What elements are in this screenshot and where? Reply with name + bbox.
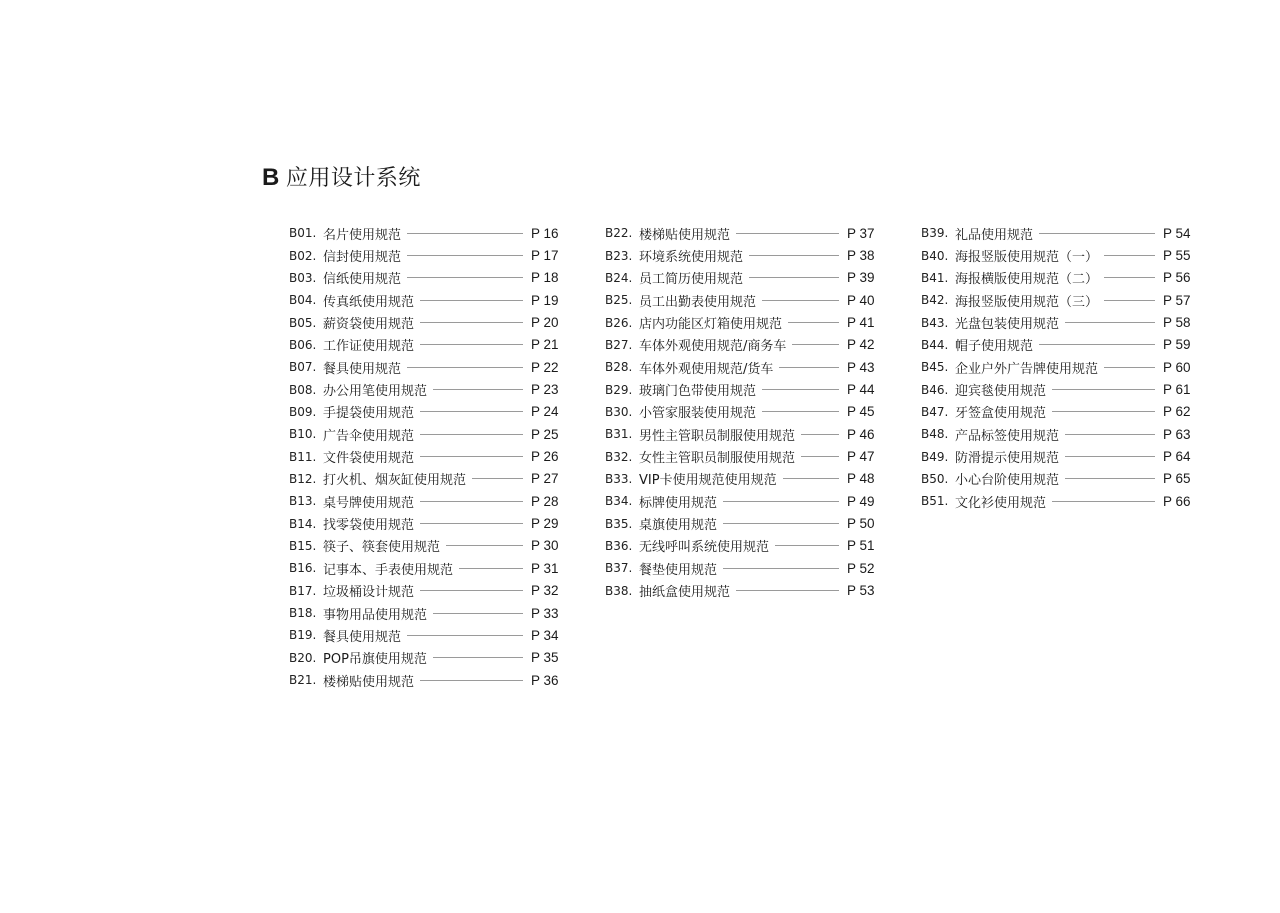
toc-entry-label: 筷子、筷套使用规范 xyxy=(323,540,441,556)
toc-entry[interactable] xyxy=(289,512,561,534)
toc-leader-line xyxy=(801,434,839,435)
toc-entry[interactable] xyxy=(289,267,561,289)
toc-leader-line xyxy=(779,367,839,368)
toc-entry-page: P 55 xyxy=(1163,248,1191,264)
toc-column-2 xyxy=(605,222,877,602)
toc-entry-label: 小心台阶使用规范 xyxy=(955,473,1060,489)
toc-entry-label: 找零袋使用规范 xyxy=(323,518,415,534)
toc-entry-page: P 16 xyxy=(531,225,559,241)
toc-entry-page: P 47 xyxy=(847,449,875,465)
toc-leader-line xyxy=(749,277,839,278)
toc-entry-code: B10. xyxy=(289,427,317,442)
toc-entry-label: 广告伞使用规范 xyxy=(323,428,415,444)
toc-entry-page: P 35 xyxy=(531,650,559,666)
toc-leader-line xyxy=(420,344,523,345)
toc-entry-page: P 53 xyxy=(847,583,875,599)
toc-leader-line xyxy=(1104,255,1155,256)
toc-leader-line xyxy=(472,478,523,479)
toc-entry-label: 店内功能区灯箱使用规范 xyxy=(639,317,783,333)
toc-entry-label: 信纸使用规范 xyxy=(323,272,402,288)
toc-entry-code: B05. xyxy=(289,315,317,330)
toc-entry[interactable] xyxy=(605,311,877,333)
toc-leader-line xyxy=(792,344,839,345)
toc-entry-page: P 66 xyxy=(1163,493,1191,509)
section-title-text: 应用设计系统 xyxy=(285,166,421,191)
toc-entry-label: 员工出勤表使用规范 xyxy=(639,294,757,310)
toc-entry-code: B25. xyxy=(605,293,633,308)
toc-entry-label: 无线呼叫系统使用规范 xyxy=(639,540,770,556)
toc-entry-code: B32. xyxy=(605,449,633,464)
toc-entry-page: P 46 xyxy=(847,426,875,442)
toc-entry[interactable] xyxy=(605,267,877,289)
toc-entry[interactable] xyxy=(921,267,1193,289)
toc-leader-line xyxy=(762,411,839,412)
toc-entry-code: B51. xyxy=(921,494,949,509)
toc-entry[interactable] xyxy=(289,311,561,333)
toc-entry-code: B01. xyxy=(289,226,317,241)
toc-entry[interactable] xyxy=(605,334,877,356)
toc-entry[interactable] xyxy=(921,244,1193,266)
toc-leader-line xyxy=(762,300,839,301)
toc-entry[interactable] xyxy=(289,289,561,311)
toc-entry[interactable] xyxy=(921,311,1193,333)
toc-entry-code: B09. xyxy=(289,404,317,419)
toc-leader-line xyxy=(1052,389,1155,390)
toc-entry-label: 手提袋使用规范 xyxy=(323,406,415,422)
toc-entry-page: P 52 xyxy=(847,560,875,576)
section-title xyxy=(262,163,421,194)
toc-leader-line xyxy=(433,389,523,390)
toc-leader-line xyxy=(783,478,839,479)
toc-entry[interactable] xyxy=(605,378,877,400)
toc-entry[interactable] xyxy=(289,445,561,467)
toc-entry-page: P 62 xyxy=(1163,404,1191,420)
toc-entry-code: B08. xyxy=(289,382,317,397)
toc-entry-page: P 64 xyxy=(1163,449,1191,465)
toc-entry[interactable] xyxy=(289,647,561,669)
toc-entry-page: P 27 xyxy=(531,471,559,487)
toc-entry-code: B02. xyxy=(289,248,317,263)
toc-leader-line xyxy=(446,545,523,546)
toc-entry-code: B38. xyxy=(605,583,633,598)
toc-entry-label: 环境系统使用规范 xyxy=(639,250,744,266)
toc-leader-line xyxy=(1052,501,1155,502)
toc-entry-label: 海报竖版使用规范（三） xyxy=(955,294,1099,310)
toc-leader-line xyxy=(1052,411,1155,412)
toc-entry[interactable] xyxy=(921,378,1193,400)
toc-entry-label: 办公用笔使用规范 xyxy=(323,384,428,400)
toc-entry[interactable] xyxy=(289,378,561,400)
toc-entry[interactable] xyxy=(921,334,1193,356)
toc-entry-label: 楼梯贴使用规范 xyxy=(323,674,415,690)
toc-entry-label: 文件袋使用规范 xyxy=(323,451,415,467)
toc-entry-code: B33. xyxy=(605,471,633,486)
toc-entry[interactable] xyxy=(921,289,1193,311)
toc-entry-page: P 48 xyxy=(847,471,875,487)
toc-entry-page: P 30 xyxy=(531,538,559,554)
toc-entry-page: P 36 xyxy=(531,672,559,688)
toc-entry-label: 牙签盒使用规范 xyxy=(955,406,1047,422)
section-letter: B xyxy=(262,164,280,191)
toc-entry-page: P 24 xyxy=(531,404,559,420)
toc-entry-code: B17. xyxy=(289,583,317,598)
toc-entry-code: B24. xyxy=(605,270,633,285)
toc-entry-label: POP吊旗使用规范 xyxy=(323,652,427,668)
toc-entry-code: B30. xyxy=(605,404,633,419)
toc-entry-label: 光盘包装使用规范 xyxy=(955,317,1060,333)
toc-leader-line xyxy=(736,233,839,234)
toc-entry[interactable] xyxy=(289,468,561,490)
toc-entry-label: 海报竖版使用规范（一） xyxy=(955,250,1099,266)
toc-entry-label: 玻璃门色带使用规范 xyxy=(639,384,757,400)
toc-entry-label: 产品标签使用规范 xyxy=(955,428,1060,444)
toc-entry-code: B28. xyxy=(605,360,633,375)
toc-entry-code: B35. xyxy=(605,516,633,531)
toc-leader-line xyxy=(749,255,839,256)
toc-entry-page: P 22 xyxy=(531,359,559,375)
toc-entry-code: B15. xyxy=(289,538,317,553)
toc-entry-page: P 44 xyxy=(847,382,875,398)
toc-entry[interactable] xyxy=(289,535,561,557)
toc-entry-label: 名片使用规范 xyxy=(323,227,402,243)
toc-entry-page: P 33 xyxy=(531,605,559,621)
toc-entry[interactable] xyxy=(289,580,561,602)
toc-entry-page: P 31 xyxy=(531,560,559,576)
toc-entry-label: 楼梯贴使用规范 xyxy=(639,227,731,243)
toc-entry-page: P 20 xyxy=(531,315,559,331)
toc-entry-code: B13. xyxy=(289,494,317,509)
toc-entry-label: 防滑提示使用规范 xyxy=(955,451,1060,467)
toc-leader-line xyxy=(1039,344,1155,345)
toc-entry-page: P 17 xyxy=(531,248,559,264)
toc-leader-line xyxy=(407,635,523,636)
toc-entry-label: 员工简历使用规范 xyxy=(639,272,744,288)
toc-leader-line xyxy=(788,322,839,323)
toc-entry-page: P 39 xyxy=(847,270,875,286)
toc-leader-line xyxy=(1065,478,1155,479)
toc-entry-code: B26. xyxy=(605,315,633,330)
toc-leader-line xyxy=(459,568,523,569)
toc-entry-page: P 63 xyxy=(1163,426,1191,442)
toc-entry-code: B41. xyxy=(921,270,949,285)
toc-entry[interactable] xyxy=(605,289,877,311)
toc-entry[interactable] xyxy=(921,423,1193,445)
toc-entry[interactable] xyxy=(289,334,561,356)
toc-entry[interactable] xyxy=(605,423,877,445)
toc-entry-page: P 54 xyxy=(1163,225,1191,241)
toc-entry[interactable] xyxy=(289,490,561,512)
toc-entry-page: P 49 xyxy=(847,493,875,509)
toc-entry-page: P 23 xyxy=(531,382,559,398)
toc-leader-line xyxy=(723,501,839,502)
toc-leader-line xyxy=(1065,434,1155,435)
toc-entry-label: 餐具使用规范 xyxy=(323,629,402,645)
toc-entry-label: 桌旗使用规范 xyxy=(639,518,718,534)
toc-leader-line xyxy=(775,545,839,546)
toc-entry-label: 男性主管职员制服使用规范 xyxy=(639,428,796,444)
toc-entry[interactable] xyxy=(605,580,877,602)
toc-entry-code: B27. xyxy=(605,337,633,352)
toc-leader-line xyxy=(407,277,523,278)
toc-entry-page: P 57 xyxy=(1163,292,1191,308)
toc-entry-page: P 21 xyxy=(531,337,559,353)
toc-entry[interactable] xyxy=(921,445,1193,467)
toc-leader-line xyxy=(1039,233,1155,234)
toc-entry[interactable] xyxy=(921,356,1193,378)
toc-entry-page: P 40 xyxy=(847,292,875,308)
toc-entry[interactable] xyxy=(605,490,877,512)
toc-entry-page: P 65 xyxy=(1163,471,1191,487)
toc-entry-label: 垃圾桶设计规范 xyxy=(323,585,415,601)
toc-leader-line xyxy=(801,456,839,457)
toc-entry-label: 餐垫使用规范 xyxy=(639,562,718,578)
toc-entry-label: 海报横版使用规范（二） xyxy=(955,272,1099,288)
toc-entry-code: B04. xyxy=(289,293,317,308)
toc-leader-line xyxy=(420,680,523,681)
toc-entry[interactable] xyxy=(289,557,561,579)
toc-entry-code: B37. xyxy=(605,561,633,576)
toc-entry-page: P 56 xyxy=(1163,270,1191,286)
toc-entry-page: P 41 xyxy=(847,315,875,331)
toc-entry-code: B48. xyxy=(921,427,949,442)
toc-entry[interactable] xyxy=(605,222,877,244)
toc-leader-line xyxy=(1104,367,1155,368)
toc-entry-code: B21. xyxy=(289,673,317,688)
toc-entry[interactable] xyxy=(921,490,1193,512)
toc-leader-line xyxy=(420,590,523,591)
toc-leader-line xyxy=(736,590,839,591)
toc-entry-label: 礼品使用规范 xyxy=(955,227,1034,243)
toc-entry-label: 车体外观使用规范/商务车 xyxy=(639,339,787,355)
toc-leader-line xyxy=(420,434,523,435)
toc-entry-label: 企业户外广告牌使用规范 xyxy=(955,361,1099,377)
toc-entry-label: 抽纸盒使用规范 xyxy=(639,585,731,601)
toc-leader-line xyxy=(762,389,839,390)
toc-entry-page: P 58 xyxy=(1163,315,1191,331)
toc-entry-code: B34. xyxy=(605,494,633,509)
toc-entry[interactable] xyxy=(289,356,561,378)
toc-entry-code: B50. xyxy=(921,471,949,486)
toc-entry[interactable] xyxy=(605,535,877,557)
toc-entry[interactable] xyxy=(289,669,561,691)
toc-entry-label: 标牌使用规范 xyxy=(639,495,718,511)
toc-entry-page: P 28 xyxy=(531,493,559,509)
toc-entry-code: B07. xyxy=(289,360,317,375)
toc-entry-label: 文化衫使用规范 xyxy=(955,495,1047,511)
toc-entry-page: P 38 xyxy=(847,248,875,264)
toc-leader-line xyxy=(1104,300,1155,301)
toc-leader-line xyxy=(420,501,523,502)
toc-entry[interactable] xyxy=(605,445,877,467)
toc-entry-page: P 51 xyxy=(847,538,875,554)
toc-entry-label: 传真纸使用规范 xyxy=(323,294,415,310)
toc-leader-line xyxy=(433,657,523,658)
toc-entry-label: 小管家服装使用规范 xyxy=(639,406,757,422)
toc-entry-page: P 32 xyxy=(531,583,559,599)
toc-leader-line xyxy=(420,300,523,301)
toc-entry[interactable] xyxy=(605,244,877,266)
toc-entry-page: P 59 xyxy=(1163,337,1191,353)
toc-entry-code: B42. xyxy=(921,293,949,308)
toc-entry[interactable] xyxy=(605,356,877,378)
toc-entry-label: 迎宾毯使用规范 xyxy=(955,384,1047,400)
toc-entry-page: P 43 xyxy=(847,359,875,375)
toc-entry-code: B23. xyxy=(605,248,633,263)
toc-entry[interactable] xyxy=(605,512,877,534)
toc-entry[interactable] xyxy=(921,468,1193,490)
toc-leader-line xyxy=(407,255,523,256)
toc-entry-label: 餐具使用规范 xyxy=(323,361,402,377)
toc-column-3 xyxy=(921,222,1193,512)
toc-entry-label: 帽子使用规范 xyxy=(955,339,1034,355)
toc-entry-page: P 50 xyxy=(847,516,875,532)
toc-entry-page: P 26 xyxy=(531,449,559,465)
toc-entry[interactable] xyxy=(289,401,561,423)
toc-entry-code: B14. xyxy=(289,516,317,531)
toc-entry[interactable] xyxy=(921,401,1193,423)
toc-entry-code: B16. xyxy=(289,561,317,576)
toc-leader-line xyxy=(723,568,839,569)
toc-entry[interactable] xyxy=(289,423,561,445)
toc-entry-label: 女性主管职员制服使用规范 xyxy=(639,451,796,467)
toc-entry[interactable] xyxy=(605,557,877,579)
toc-entry-page: P 25 xyxy=(531,426,559,442)
toc-leader-line xyxy=(407,233,523,234)
toc-entry[interactable] xyxy=(289,222,561,244)
toc-entry-code: B40. xyxy=(921,248,949,263)
toc-entry-page: P 45 xyxy=(847,404,875,420)
toc-entry[interactable] xyxy=(605,468,877,490)
toc-entry-code: B31. xyxy=(605,427,633,442)
toc-entry-label: 打火机、烟灰缸使用规范 xyxy=(323,473,467,489)
toc-entry-code: B12. xyxy=(289,471,317,486)
toc-leader-line xyxy=(420,411,523,412)
toc-entry-code: B29. xyxy=(605,382,633,397)
toc-leader-line xyxy=(1104,277,1155,278)
toc-entry-label: 薪资袋使用规范 xyxy=(323,317,415,333)
toc-entry-page: P 19 xyxy=(531,292,559,308)
toc-entry-label: 信封使用规范 xyxy=(323,250,402,266)
toc-leader-line xyxy=(1065,322,1155,323)
toc-entry[interactable] xyxy=(921,222,1193,244)
toc-entry-code: B43. xyxy=(921,315,949,330)
toc-entry[interactable] xyxy=(289,244,561,266)
toc-entry-code: B20. xyxy=(289,650,317,665)
toc-entry-label: VIP卡使用规范使用规范 xyxy=(639,473,777,489)
toc-entry-code: B03. xyxy=(289,270,317,285)
toc-entry-code: B11. xyxy=(289,449,317,464)
toc-entry-page: P 34 xyxy=(531,627,559,643)
toc-column-1 xyxy=(289,222,561,691)
toc-entry[interactable] xyxy=(289,624,561,646)
toc-entry-label: 事物用品使用规范 xyxy=(323,607,428,623)
toc-leader-line xyxy=(407,367,523,368)
toc-entry-page: P 60 xyxy=(1163,359,1191,375)
toc-entry-code: B39. xyxy=(921,226,949,241)
toc-leader-line xyxy=(420,456,523,457)
toc-entry-label: 桌号牌使用规范 xyxy=(323,495,415,511)
toc-entry[interactable] xyxy=(605,401,877,423)
toc-leader-line xyxy=(723,523,839,524)
toc-leader-line xyxy=(420,322,523,323)
toc-entry-code: B49. xyxy=(921,449,949,464)
toc-entry-code: B46. xyxy=(921,382,949,397)
toc-entry-code: B22. xyxy=(605,226,633,241)
toc-leader-line xyxy=(1065,456,1155,457)
toc-entry-code: B36. xyxy=(605,538,633,553)
toc-entry-code: B18. xyxy=(289,606,317,621)
toc-leader-line xyxy=(433,613,523,614)
toc-entry-code: B45. xyxy=(921,360,949,375)
toc-entry-label: 车体外观使用规范/货车 xyxy=(639,361,774,377)
toc-entry-page: P 29 xyxy=(531,516,559,532)
toc-entry-code: B06. xyxy=(289,337,317,352)
toc-entry[interactable] xyxy=(289,602,561,624)
toc-entry-page: P 61 xyxy=(1163,382,1191,398)
toc-entry-code: B19. xyxy=(289,628,317,643)
toc-entry-label: 记事本、手表使用规范 xyxy=(323,562,454,578)
toc-entry-page: P 37 xyxy=(847,225,875,241)
toc-leader-line xyxy=(420,523,523,524)
toc-entry-code: B47. xyxy=(921,404,949,419)
toc-entry-page: P 42 xyxy=(847,337,875,353)
toc-entry-label: 工作证使用规范 xyxy=(323,339,415,355)
toc-entry-code: B44. xyxy=(921,337,949,352)
toc-entry-page: P 18 xyxy=(531,270,559,286)
